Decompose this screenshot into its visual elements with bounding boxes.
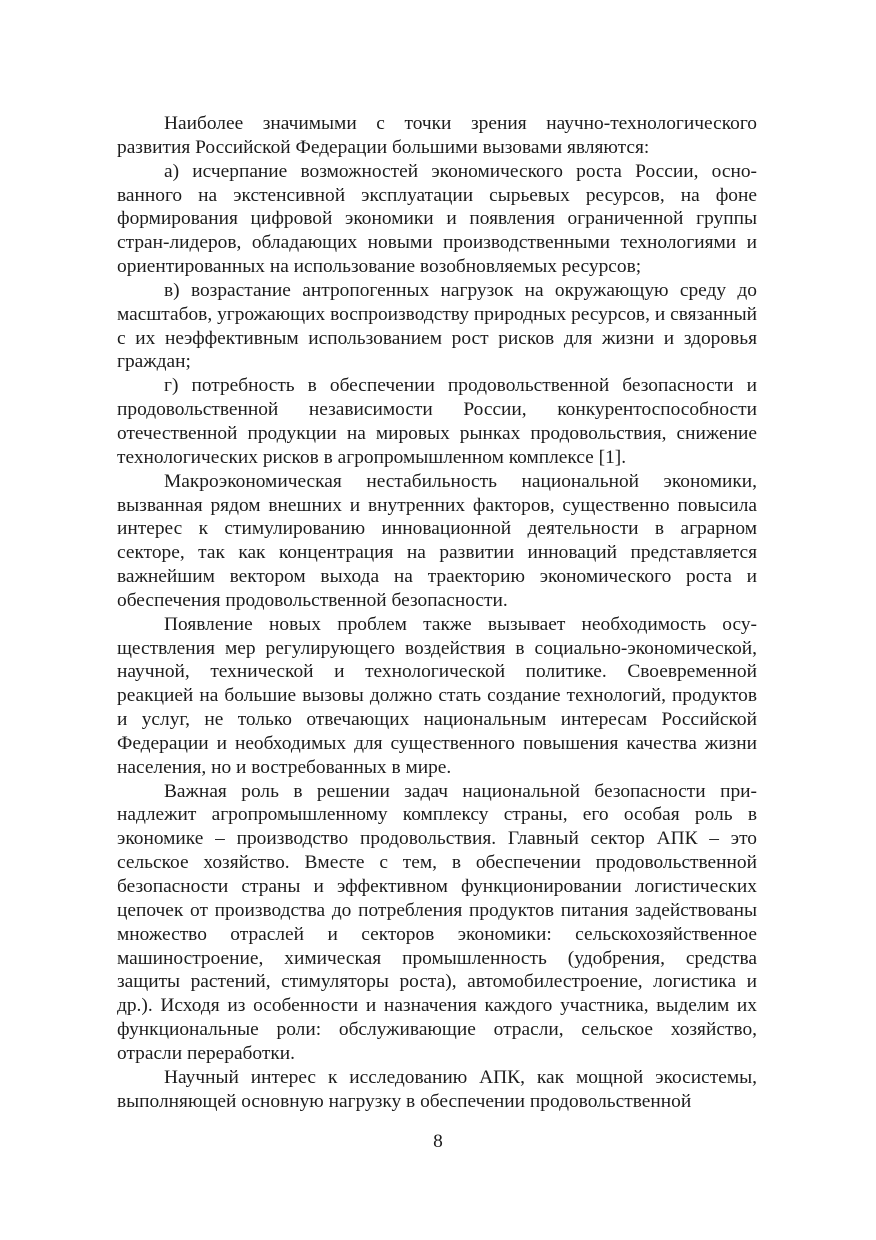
page-body xyxy=(117,112,757,1113)
paragraph-new-problems: Появление новых проблем также вызывает необходимость осуществления мер регулирующего воздействия в социально-экономической, научной, технической и технологической политике. Своевременной реакцией на большие вызовы должно стать создание технологий, продуктов и услуг, не только отвечающих национальным интересам Российской Федерации и необходимых для существенного повышения качества жизни населения, но и востребованных в мире. xyxy=(117,613,757,778)
paragraph-item-a: а) исчерпание возможностей экономического роста России, основанного на экстенсивной эксплуатации сырьевых ресурсов, на фоне формирования цифровой экономики и появления ограниченной группы стран-лидеров, обладающих новыми производственными технологиями и ориентированных на использование возобновляемых ресурсов; xyxy=(117,160,757,278)
page-number: 8 xyxy=(433,1131,443,1152)
paragraph-scientific-interest: Научный интерес к исследованию АПК, как мощной экосистемы, выполняющей основную нагрузку в обеспечении продовольственной xyxy=(117,1066,757,1112)
paragraph-macroeconomic: Макроэкономическая нестабильность национальной экономики, вызванная рядом внешних и внутренних факторов, существенно повысила интерес к стимулированию инновационной деятельности в аграрном секторе, так как концентрация на развитии инноваций представляется важнейшим вектором выхода на траекторию экономического роста и обеспечения продовольственной безопасности. xyxy=(117,470,757,611)
paragraph-apk-role: Важная роль в решении задач национальной безопасности принадлежит агропромышленному комплексу страны, его особая роль в экономике – производство продовольствия. Главный сектор АПК – это сельское хозяйство. Вместе с тем, в обеспечении продовольственной безопасности страны и эффективном функционировании логистических цепочек от производства до потребления продуктов питания задействованы множество отраслей и секторов экономики: сельскохозяйственное машиностроение, химическая промышленность (удобрения, средства защиты растений, стимуляторы роста), автомобилестроение, логистика и др.). Исходя из особенности и назначения каждого участника, выделим их функциональные роли: обслуживающие отрасли, сельское хозяйство, отрасли переработки. xyxy=(117,780,757,1064)
paragraph-intro: Наиболее значимыми с точки зрения научно-технологического развития Российской Федерации большими вызовами являются: xyxy=(117,113,757,158)
paragraph-item-v: в) возрастание антропогенных нагрузок на окружающую среду до масштабов, угрожающих воспроизводству природных ресурсов, и связанный с их неэффективным использованием рост рисков для жизни и здоровья граждан; xyxy=(117,279,757,373)
paragraph-item-g: г) потребность в обеспечении продовольственной безопасности и продовольственной независимости России, конкурентоспособности отечественной продукции на мировых рынках продовольствия, снижение технологических рисков в агропромышленном комплексе [1]. xyxy=(117,375,757,468)
